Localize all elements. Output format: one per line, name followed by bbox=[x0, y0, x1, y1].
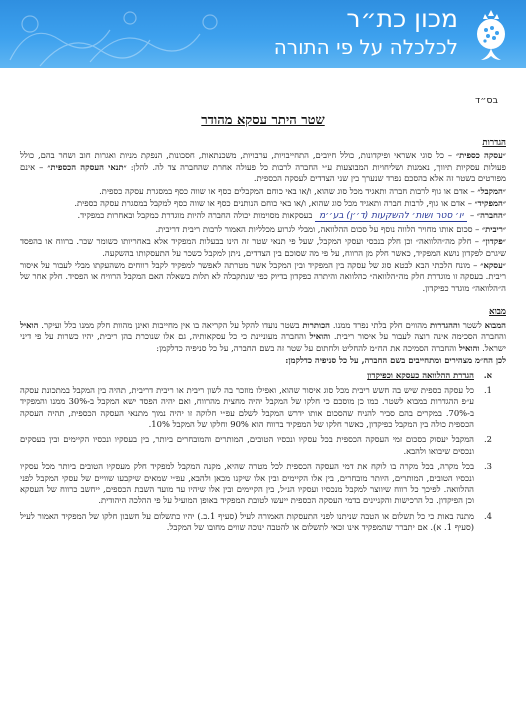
definition-item: ״המפקיד״ – אדם או גוף, לרבות חברה ותאגיד מכל סוג שהוא, ו/או באי כוחם הנותנים כסף או שווה כסף למקבל במסגרת עסקה כספית. bbox=[74, 198, 506, 209]
intro-heading: מבוא bbox=[489, 307, 506, 318]
org-tagline: לכלכלה על פי התורה bbox=[273, 35, 458, 59]
definition-item: ״החברה״ – יו׳ סטר ושות׳ להשקעות (ד׳׳ן) בע׳׳מ בעסקאות מסוימות יכולה החברה להיות מוגדרת כמקבל ובאחרות כמפקיד. bbox=[77, 210, 506, 222]
section-a-item: 4. מתנה באות כי כל תשלום או הטבה שניתנו לפני התעסקות האמורה לעיל (סעיף 1.ב.) יהיו כתשלום על חשבון חלקו של המפקיד האמור לעיל (סעיף 1. א). אם יתברר שהמפקיד אינו זכאי לתשלום או להטבה ינוכה שווים מחובו של המקבל. bbox=[20, 510, 492, 533]
definition-item: ״פקדון״ – חלק מה״הלוואה״ וכן חלק בנכסי ועסקי המקבל, שעל פי תנאי שטר זה הינו בבעלות המפקיד אלא באחריותו כשומר שכר. ברווח או בהפסד שיגרם לפקדון נושא המפקיד, כאשר חלק מן הרווח, על פי מה שסוכם בין הצדדים, ניתן למקבל כשכר על התעסקותו בהשקעה. bbox=[20, 236, 506, 258]
org-name: מכון כת״ר bbox=[346, 4, 458, 33]
intro-declaration: לכן הח״מ מצהירים ומתחייבים בשם החברה, על כל סניפיה כדלקמן: bbox=[285, 354, 506, 365]
handwritten-company-name: יו׳ סטר ושות׳ להשקעות (ד׳׳ן) בע׳׳מ bbox=[315, 211, 467, 222]
section-a-item: 3. בכל מקרה, בכל מקרה בו לוקח את דמי העסקה הכספית לכל מטרה שהיא, מקנה המקבל למפקיד חלק מעסקיו הטובים ביותר מכל עסקיו ונכסיו הטובים, המותרים, היותר מובחרים, בין אלו הקיימים ובין אלו שיקנו מכאן ולהבא, עפ״י שמאים שיקבעו שוויים של עסקי המקבל לפני ההלוואה. לפיכך כל רווח שיווצר למקבל מנכסיו ועסקיו הנ״ל, בין הקיימים ובין אלו שיהיו עד מועד השבת הכספים, ייחשב כרווח של העסקא וכן הפיקדון. כל הרכישות והקניינים בדמי העסקה הכספית ייעשו לטובת המפקיד באופן המועיל על פי ההלכה היהודית. bbox=[20, 461, 492, 506]
definition-item: ״ריבית״ – סכום אותו מחויר הלווה נוסף על סכום ההלוואה, ומבלי לגרוע מכלליות האמור לרבות ריבית דריבית. bbox=[155, 223, 506, 234]
section-a-item: 2. המקבל יעסוק בסכום זמי העסקה הכספית בכל עסקיו ונכסיו הטובים, המותרים והמובחרים ביותר, בין בעסקיו ונכסיו הקיימים ובין בעסקים ונכסים שיבואו ולהבא. bbox=[20, 434, 492, 456]
definition-item: ״עסקה כספית״ – כל סוגי אשראי ופיקדונות, כולל חיובים, התחייבויות, ערבויות, משכנתאות, חסכונות, הנפקת מניות ואגרות חוב ושחר בהם, כולל פעולות עסקיות תיווך, נאמנות ושליחויות המבוצעות ע״י החברה לרבות כל פעולה אחרת שהחברה צד לה. להלן: ״תנאי העסקה הכספית״ – אינם מפורטים בשטר זה אלא בהסכם נפרד שנערך בין שני הצדדים לעסקה הכספית. bbox=[20, 150, 507, 184]
decorative-pattern bbox=[0, 0, 260, 68]
intro-paragraph: המבוא לשטר וההגדרות מהווים חלק בלתי נפרד ממנו. הכותרות בשטר נועדו להקל על הקריאה בו אין מחייבות ואינן מהוות חלק ממנו כלל ועיקר. הואיל והחברה הסכימה אינה רוצה לעבור על איסור ריבית. והואיל והחברה מעוניינת כי כל עסקאותיה, גם אלו שנוכרת בהן ריבית, יהיו כשרות על פי דיני ישראל. והואיל והחברה הסמיכה את הח״מ להחליט ולחתום על שטר זה בשם החברה, על כל סניפיה כדלקמן: bbox=[20, 319, 506, 353]
pomegranate-logo-icon bbox=[464, 4, 518, 64]
header-banner bbox=[0, 0, 526, 68]
page-title: שטר היתר עסקא מהודר bbox=[201, 113, 325, 128]
definition-item: ״עסקא״ – מונח הלכתי הבא לבטא סוג של עסקה בין המפקיד ובין המקבל אשר מטרתה לאפשר למפקיד לקבל רווחים משהעקתו מבלי לעבור על איסור ריבית. בעסקה זו מוגדרת חלק מה״הלוואה״ כהלוואה והיתרה כפקדון בדיוק כפי שנתקבלה לא תלות בשאלה האם המקבל הרוויח או הפסיד. חלק אחר של ה״הלוואה״ מוגדר כפיקדון. bbox=[20, 260, 506, 293]
definitions-heading: הגדרות bbox=[482, 138, 506, 148]
section-a-item: 1. כל עסקה כספית שיש בה חשש ריבית מכל סוג איסור שהוא, ואפילו מוזכר בה לשון ריבית או ריבית דריבית, תהיה בין המקבל במתכונת עסקה ע״פ ההגדרות במבוא לשטר. כמו כן מוסכם כי חלקו של המקבל יהיה מחצית מהרווח, ואם יהיה הפסד ישא המקבל ב-30% ממנו והמפקיד ב-70%. במקרים בהם סביר להניח שהסכום אותו ידרש המקבל לשלם עפ״י חלוקה זו יהיה נמוך מתנאי העסקה הכספית, תהיה העסקה הכספית כולה בין המקבל כפיקדון, כאשר חלקו של המפקיד ברווח הוא 90% וחלקו של המקבל 10%. bbox=[20, 384, 492, 429]
document-body bbox=[20, 138, 506, 538]
bsd-mark: בס״ד bbox=[475, 95, 498, 106]
definition-item: ״המקבל״ – אדם או גוף לרבות חברה ותאגיד מכל סוג שהוא, ו/או באי כוחם המקבלים כסף או שווה כסף במסגרת עסקה כספית. bbox=[99, 185, 506, 196]
section-a-heading: א.הגדרת ההלוואה כעסקא וכפיקדון bbox=[367, 370, 492, 381]
